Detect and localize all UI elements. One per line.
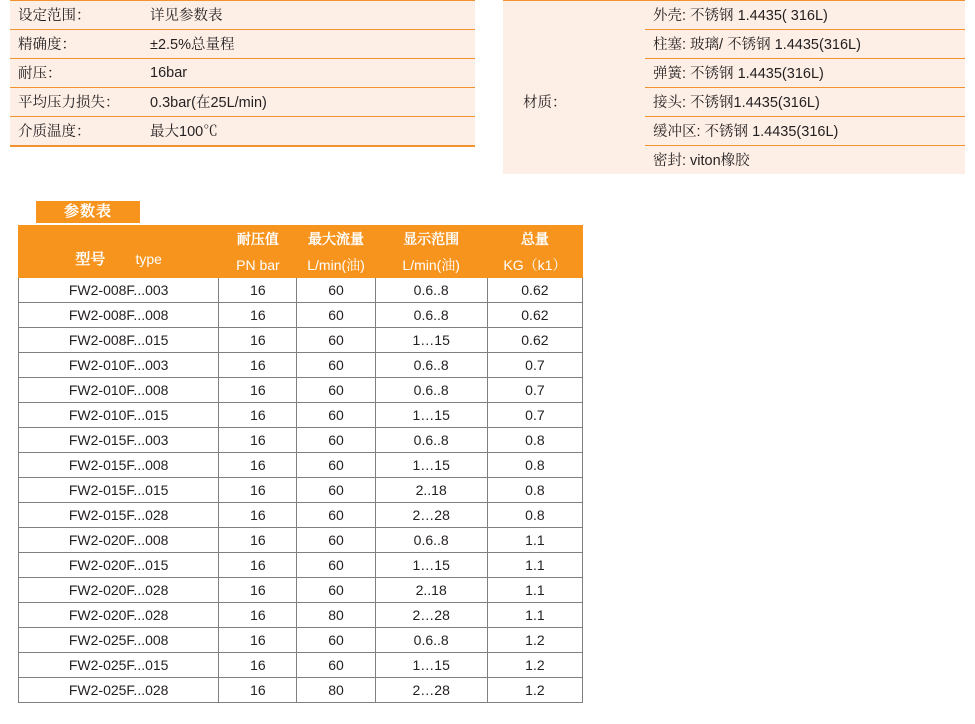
material-value: 密封: viton橡胶 — [645, 146, 965, 175]
cell-maxflow: 80 — [297, 678, 375, 703]
cell-weight: 1.1 — [487, 528, 582, 553]
cell-maxflow: 60 — [297, 653, 375, 678]
cell-range: 0.6..8 — [375, 353, 487, 378]
material-value: 柱塞: 玻璃/ 不锈钢 1.4435(316L) — [645, 30, 965, 59]
column-header-weight: 总量 — [487, 226, 582, 253]
table-row — [10, 30, 475, 59]
cell-weight: 1.2 — [487, 628, 582, 653]
cell-maxflow: 60 — [297, 278, 375, 303]
cell-weight: 0.62 — [487, 303, 582, 328]
cell-maxflow: 60 — [297, 353, 375, 378]
table-row — [19, 528, 583, 553]
cell-pressure: 16 — [219, 353, 297, 378]
material-value: 缓冲区: 不锈钢 1.4435(316L) — [645, 117, 965, 146]
cell-weight: 0.8 — [487, 503, 582, 528]
spec-value: 16bar — [144, 59, 475, 88]
table-row — [19, 428, 583, 453]
table-row — [10, 88, 475, 117]
cell-model: FW2-010F...015 — [19, 403, 219, 428]
table-row — [19, 578, 583, 603]
cell-maxflow: 80 — [297, 603, 375, 628]
cell-weight: 1.2 — [487, 653, 582, 678]
cell-weight: 0.8 — [487, 478, 582, 503]
table-row — [503, 117, 965, 146]
column-header-model-cn: 型号 — [75, 251, 106, 268]
cell-model: FW2-025F...028 — [19, 678, 219, 703]
cell-pressure: 16 — [219, 378, 297, 403]
cell-weight: 0.62 — [487, 328, 582, 353]
column-header-maxflow: 最大流量 — [297, 226, 375, 253]
cell-range: 2..18 — [375, 578, 487, 603]
cell-maxflow: 60 — [297, 628, 375, 653]
spec-value: 最大100℃ — [144, 117, 475, 147]
cell-pressure: 16 — [219, 403, 297, 428]
material-label-spacer-bottom — [503, 117, 645, 175]
cell-model: FW2-008F...008 — [19, 303, 219, 328]
table-row — [19, 653, 583, 678]
cell-model: FW2-008F...003 — [19, 278, 219, 303]
table-row — [10, 59, 475, 88]
column-header-model-en: type — [135, 250, 162, 267]
spec-key: 平均压力损失： — [10, 88, 144, 117]
cell-range: 0.6..8 — [375, 428, 487, 453]
material-label-spacer-top — [503, 1, 645, 88]
specification-table — [10, 0, 475, 147]
cell-range: 0.6..8 — [375, 278, 487, 303]
column-subheader-maxflow: L/min(油) — [297, 253, 375, 278]
material-value: 外壳: 不锈钢 1.4435( 316L) — [645, 1, 965, 30]
column-subheader-weight: KG（k1） — [487, 253, 582, 278]
cell-maxflow: 60 — [297, 378, 375, 403]
cell-range: 2…28 — [375, 678, 487, 703]
spec-key: 设定范围： — [10, 1, 144, 30]
cell-maxflow: 60 — [297, 478, 375, 503]
cell-weight: 1.1 — [487, 553, 582, 578]
spec-key: 精确度： — [10, 30, 144, 59]
table-row — [19, 403, 583, 428]
table-row — [19, 278, 583, 303]
cell-weight: 0.62 — [487, 278, 582, 303]
material-value: 弹簧: 不锈钢 1.4435(316L) — [645, 59, 965, 88]
cell-model: FW2-020F...015 — [19, 553, 219, 578]
cell-model: FW2-025F...015 — [19, 653, 219, 678]
table-row — [10, 117, 475, 147]
cell-pressure: 16 — [219, 503, 297, 528]
table-row — [19, 678, 583, 703]
cell-weight: 1.1 — [487, 578, 582, 603]
table-row — [19, 378, 583, 403]
table-row — [19, 353, 583, 378]
spec-value: 0.3bar(在25L/min) — [144, 88, 475, 117]
cell-range: 0.6..8 — [375, 628, 487, 653]
cell-maxflow: 60 — [297, 553, 375, 578]
material-table-body — [503, 1, 965, 175]
cell-weight: 0.8 — [487, 453, 582, 478]
cell-range: 2..18 — [375, 478, 487, 503]
spec-key: 耐压： — [10, 59, 144, 88]
cell-weight: 1.2 — [487, 678, 582, 703]
cell-pressure: 16 — [219, 528, 297, 553]
cell-range: 1…15 — [375, 328, 487, 353]
table-row — [19, 628, 583, 653]
parameter-table — [18, 225, 583, 703]
column-header-range: 显示范围 — [375, 226, 487, 253]
table-row — [503, 88, 965, 117]
spec-key: 介质温度： — [10, 117, 144, 147]
table-row — [10, 1, 475, 30]
material-label: 材质： — [503, 88, 645, 117]
cell-pressure: 16 — [219, 303, 297, 328]
table-row — [19, 553, 583, 578]
cell-range: 2…28 — [375, 603, 487, 628]
column-header-model — [19, 226, 219, 278]
cell-model: FW2-020F...028 — [19, 578, 219, 603]
cell-maxflow: 60 — [297, 303, 375, 328]
table-row — [19, 603, 583, 628]
cell-pressure: 16 — [219, 428, 297, 453]
cell-maxflow: 60 — [297, 503, 375, 528]
cell-range: 1…15 — [375, 453, 487, 478]
cell-pressure: 16 — [219, 328, 297, 353]
cell-model: FW2-010F...008 — [19, 378, 219, 403]
cell-pressure: 16 — [219, 678, 297, 703]
cell-pressure: 16 — [219, 453, 297, 478]
parameter-table-head — [19, 226, 583, 278]
cell-model: FW2-015F...015 — [19, 478, 219, 503]
table-row — [503, 1, 965, 30]
cell-pressure: 16 — [219, 578, 297, 603]
cell-maxflow: 60 — [297, 453, 375, 478]
cell-weight: 0.7 — [487, 353, 582, 378]
cell-maxflow: 60 — [297, 578, 375, 603]
cell-range: 1…15 — [375, 403, 487, 428]
table-row — [19, 478, 583, 503]
cell-model: FW2-020F...008 — [19, 528, 219, 553]
cell-model: FW2-015F...028 — [19, 503, 219, 528]
table-row — [19, 453, 583, 478]
cell-maxflow: 60 — [297, 428, 375, 453]
column-header-pressure: 耐压值 — [219, 226, 297, 253]
cell-range: 2…28 — [375, 503, 487, 528]
cell-pressure: 16 — [219, 653, 297, 678]
cell-range: 0.6..8 — [375, 378, 487, 403]
parameter-table-heading: 参数表 — [36, 201, 140, 223]
cell-model: FW2-015F...008 — [19, 453, 219, 478]
column-subheader-range: L/min(油) — [375, 253, 487, 278]
cell-pressure: 16 — [219, 478, 297, 503]
column-subheader-pressure: PN bar — [219, 253, 297, 278]
spec-value: ±2.5%总量程 — [144, 30, 475, 59]
parameter-table-body — [19, 278, 583, 703]
cell-model: FW2-008F...015 — [19, 328, 219, 353]
table-row — [19, 303, 583, 328]
cell-maxflow: 60 — [297, 403, 375, 428]
material-table-wrapper — [503, 0, 965, 174]
table-row — [19, 328, 583, 353]
cell-range: 0.6..8 — [375, 528, 487, 553]
cell-range: 1…15 — [375, 653, 487, 678]
cell-weight: 0.7 — [487, 403, 582, 428]
cell-weight: 1.1 — [487, 603, 582, 628]
header-row-primary — [19, 226, 583, 253]
cell-weight: 0.7 — [487, 378, 582, 403]
cell-pressure: 16 — [219, 628, 297, 653]
cell-pressure: 16 — [219, 278, 297, 303]
material-value: 接头: 不锈钢1.4435(316L) — [645, 88, 965, 117]
cell-maxflow: 60 — [297, 328, 375, 353]
cell-pressure: 16 — [219, 553, 297, 578]
cell-model: FW2-020F...028 — [19, 603, 219, 628]
cell-model: FW2-025F...008 — [19, 628, 219, 653]
cell-pressure: 16 — [219, 603, 297, 628]
cell-range: 0.6..8 — [375, 303, 487, 328]
cell-range: 1…15 — [375, 553, 487, 578]
cell-weight: 0.8 — [487, 428, 582, 453]
cell-model: FW2-015F...003 — [19, 428, 219, 453]
specification-table-body — [10, 1, 475, 147]
cell-maxflow: 60 — [297, 528, 375, 553]
material-table — [503, 0, 965, 174]
table-row — [19, 503, 583, 528]
cell-model: FW2-010F...003 — [19, 353, 219, 378]
spec-value: 详见参数表 — [144, 1, 475, 30]
